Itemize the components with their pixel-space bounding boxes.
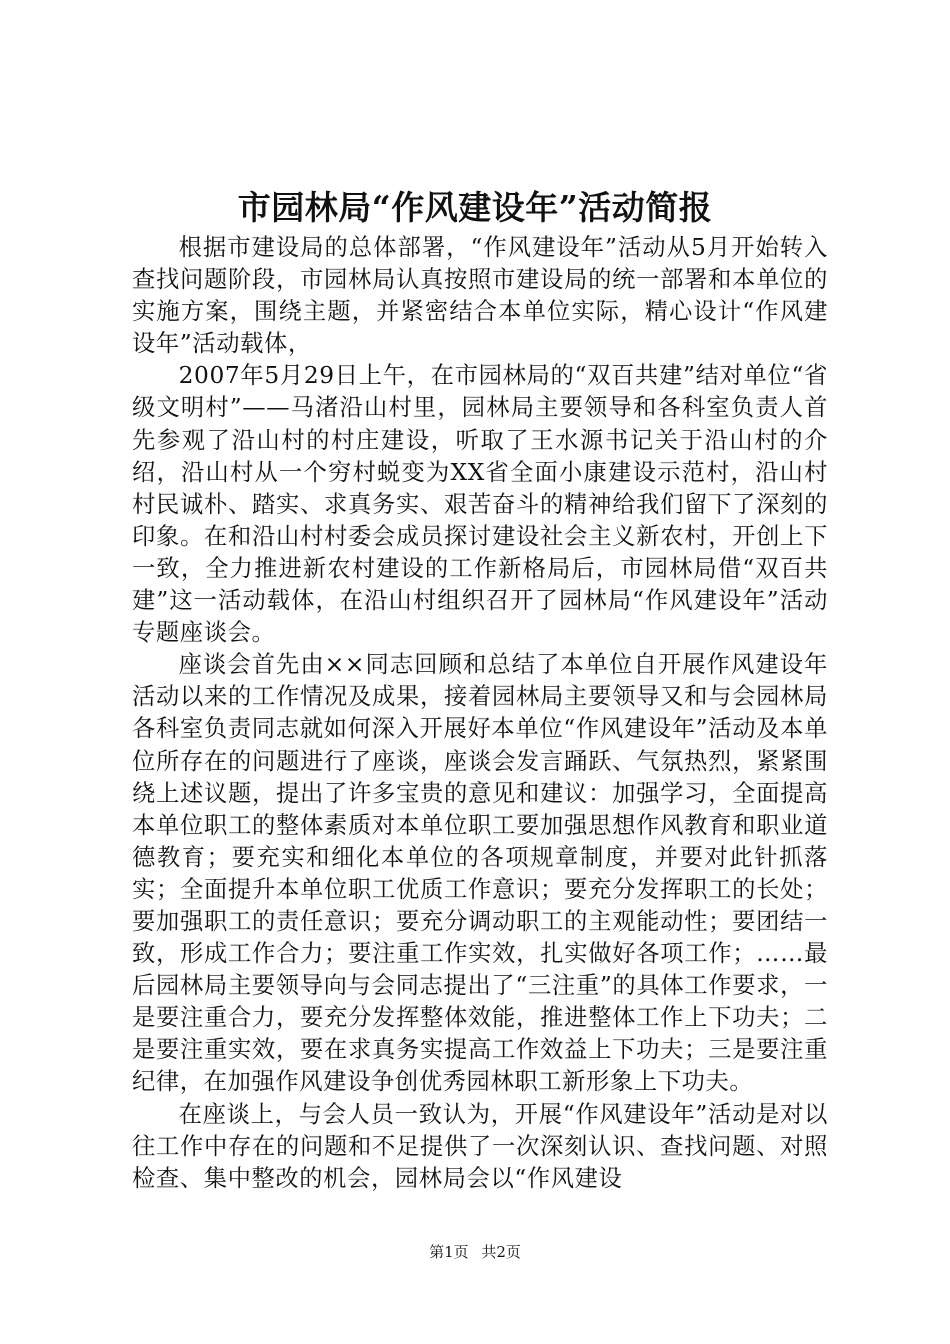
paragraph-3: 座谈会首先由××同志回顾和总结了本单位自开展作风建设年活动以来的工作情况及成果，接着园林局主要领导又和与会园林局各科室负责同志就如何深入开展好本单位“作风建设年”活动及本单位所存在的问题进行了座谈，座谈会发言踊跃、气氛热烈，紧紧围绕上述议题，提出了许多宝贵的意见和建议：加强学习，全面提高本单位职工的整体素质对本单位职工要加强思想作风教育和职业道德教育；要充实和细化本单位的各项规章制度，并要对此针抓落实；全面提升本单位职工优质工作意识；要充分发挥职工的长处；要加强职工的责任意识；要充分调动职工的主观能动性；要团结一致，形成工作合力；要注重工作实效，扎实做好各项工作；……最后园林局主要领导向与会同志提出了“三注重”的具体工作要求，一是要注重合力，要充分发挥整体效能，推进整体工作上下功夫；二是要注重实效，要在求真务实提高工作效益上下功夫；三是要注重纪律，在加强作风建设争创优秀园林职工新形象上下功夫。 bbox=[132, 651, 828, 1096]
page-total: 共2页 bbox=[481, 1243, 521, 1261]
document-title: 市园林局“作风建设年”活动简报 bbox=[237, 188, 713, 227]
page-footer bbox=[0, 1242, 950, 1262]
paragraph-2: 2007年5月29日上午，在市园林局的“双百共建”结对单位“省级文明村”——马渚沿山村里，园林局主要领导和各科室负责人首先参观了沿山村的村庄建设，听取了王水源书记关于沿山村的介绍，沿山村从一个穷村蜕变为XX省全面小康建设示范村，沿山村村民诚朴、踏实、求真务实、艰苦奋斗的精神给我们留下了深刻的印象。在和沿山村村委会成员探讨建设社会主义新农村，开创上下一致，全力推进新农村建设的工作新格局后，市园林局借“双百共建”这一活动载体，在沿山村组织召开了园林局“作风建设年”活动专题座谈会。 bbox=[132, 362, 828, 647]
paragraph-4: 在座谈上，与会人员一致认为，开展“作风建设年”活动是对以往工作中存在的问题和不足提供了一次深刻认识、查找问题、对照检查、集中整改的机会，园林局会以“作风建设 bbox=[132, 1100, 828, 1192]
document-body bbox=[132, 232, 828, 1195]
paragraph-1: 根据市建设局的总体部署，“作风建设年”活动从5月开始转入查找问题阶段，市园林局认真按照市建设局的统一部署和本单位的实施方案，围绕主题，并紧密结合本单位实际，精心设计“作风建设年”活动载体， bbox=[132, 234, 828, 358]
page-number: 第1页 bbox=[429, 1243, 469, 1261]
